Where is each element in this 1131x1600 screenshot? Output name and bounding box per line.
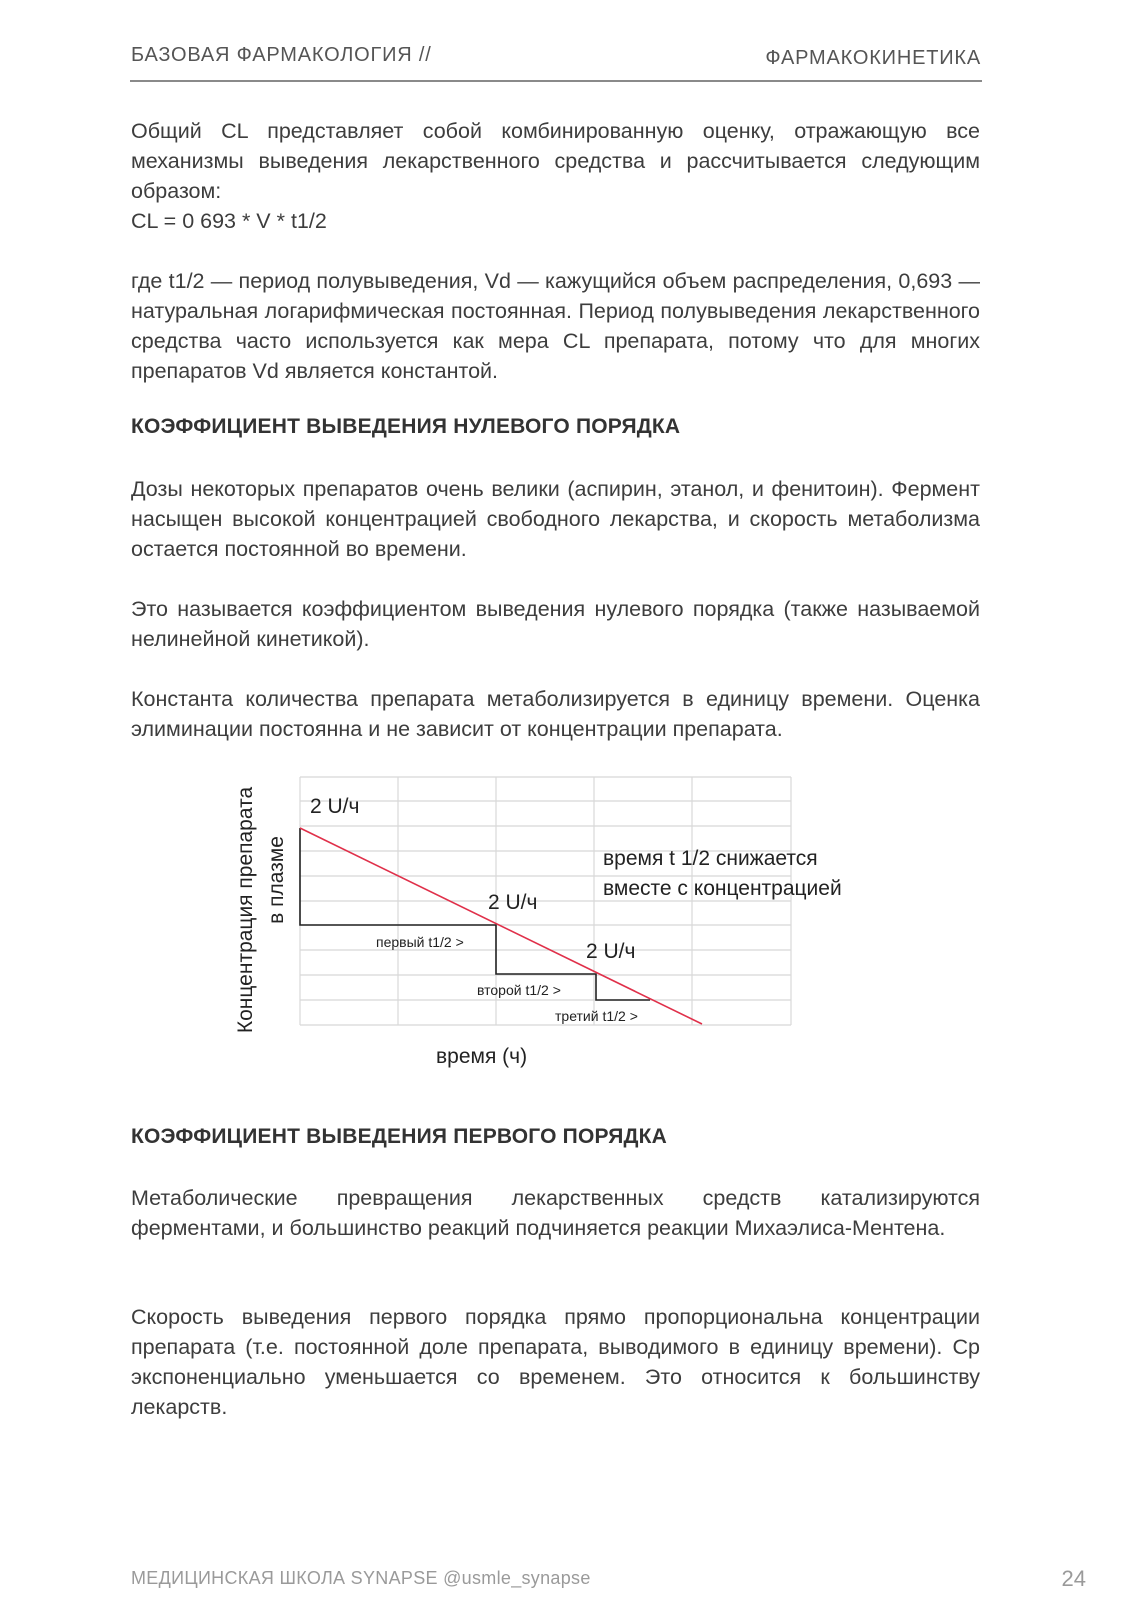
ylabel-line2: в плазме	[265, 836, 288, 924]
halflife-label-1: первый t1/2 >	[376, 934, 464, 950]
section-heading-first-order: КОЭФФИЦИЕНТ ВЫВЕДЕНИЯ ПЕРВОГО ПОРЯДКА	[131, 1125, 668, 1148]
footer-school-name: МЕДИЦИНСКАЯ ШКОЛА SYNAPSE @usmle_synapse	[131, 1568, 591, 1588]
paragraph-clearance-intro: Общий CL представляет собой комбинированную оценку, отражающую все механизмы выведения лекарственного средства и рассчитывается следующим образом:	[131, 119, 980, 203]
chart-annotation-line2: вместе с концентрацией	[603, 877, 842, 900]
header-book-title: БАЗОВАЯ ФАРМАКОЛОГИЯ //	[131, 44, 432, 66]
paragraph-zero-order-name: Это называется коэффициентом выведения нулевого порядка (также называемой нелинейной кинетикой).	[131, 597, 980, 651]
paragraph-first-order-rate: Скорость выведения первого порядка прямо пропорциональна концентрации препарата (т.е. постоянной доле препарата, выводимого в единицу времени). Ср экспоненциально уменьшается со временем. Это относится к большинству лекарств.	[131, 1305, 980, 1419]
paragraph-zero-order-constant: Константа количества препарата метаболизируется в единицу времени. Оценка элиминации постоянна и не зависит от концентрации препарата.	[131, 687, 980, 741]
clearance-formula: CL = 0 693 * V * t1/2	[131, 209, 327, 233]
section-heading-zero-order: КОЭФФИЦИЕНТ ВЫВЕДЕНИЯ НУЛЕВОГО ПОРЯДКА	[131, 415, 681, 438]
paragraph-halflife-definition: где t1/2 — период полувыведения, Vd — кажущийся объем распределения, 0,693 — натуральная логарифмическая постоянная. Период полувыведения лекарственного средства часто используется как мера CL препарата, потому что для многих препаратов Vd является константой.	[131, 269, 980, 383]
header-divider	[130, 80, 982, 82]
rate-label-2: 2 U/ч	[488, 891, 538, 914]
paragraph-first-order-enzymes: Метаболические превращения лекарственных средств катализируются ферментами, и большинство реакций подчиняется реакции Михаэлиса-Ментена.	[131, 1186, 980, 1240]
ylabel-line1: Концентрация препарата	[234, 786, 257, 1034]
zero-order-elimination-chart	[220, 770, 920, 1090]
halflife-label-2: второй t1/2 >	[477, 982, 561, 998]
page-number: 24	[1061, 1566, 1086, 1591]
rate-label-1: 2 U/ч	[310, 795, 360, 818]
header-chapter-title: ФАРМАКОКИНЕТИКА	[765, 47, 981, 69]
xlabel: время (ч)	[436, 1045, 528, 1068]
rate-label-3: 2 U/ч	[586, 940, 636, 963]
chart-annotation-line1: время t 1/2 снижается	[603, 847, 818, 870]
halflife-label-3: третий t1/2 >	[555, 1008, 638, 1024]
paragraph-zero-order-doses: Дозы некоторых препаратов очень велики (аспирин, этанол, и фенитоин). Фермент насыщен высокой концентрацией свободного лекарства, и скорость метаболизма остается постоянной во времени.	[131, 477, 980, 561]
